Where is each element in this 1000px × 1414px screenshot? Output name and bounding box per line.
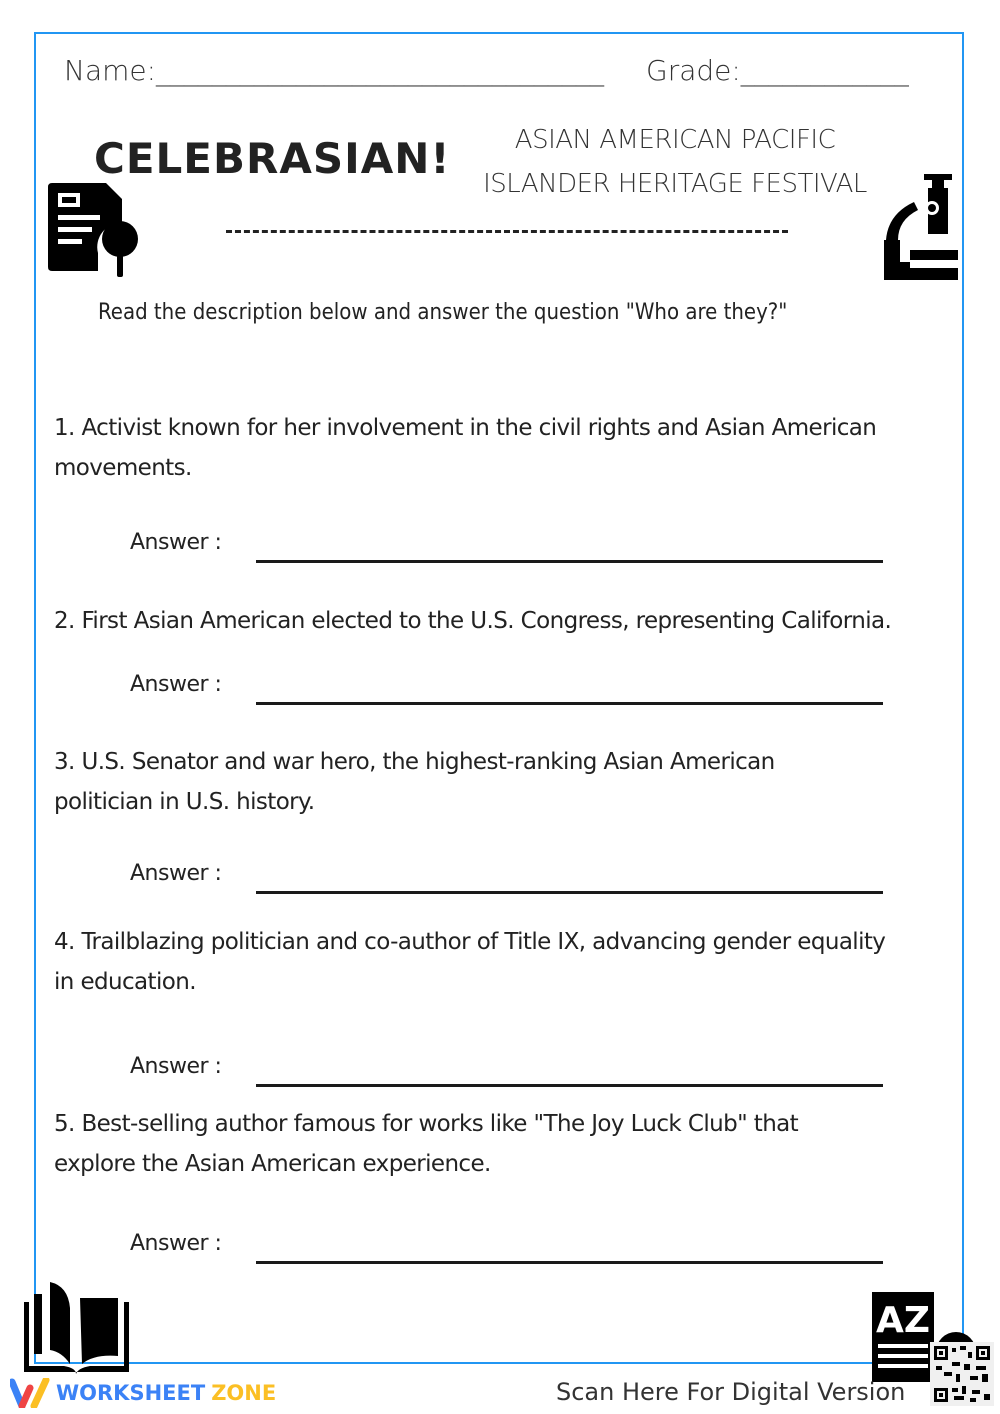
answer-label-1: Answer : — [130, 530, 222, 555]
question-1: 1. Activist known for her involvement in the civil rights and Asian American movements. — [54, 415, 877, 481]
answer-line-3[interactable] — [256, 891, 883, 894]
worksheet-zone-logo-icon — [10, 1378, 52, 1408]
open-book-icon — [24, 1280, 130, 1381]
microscope-icon — [884, 174, 960, 285]
brand-name-part-1: WORKSHEET — [56, 1381, 206, 1405]
question-5: 5. Best-selling author famous for works like "The Joy Luck Club" that explore the Asian American experience. — [54, 1111, 799, 1177]
answer-label-5: Answer : — [130, 1231, 222, 1256]
name-field-label: Name:________________________________ — [64, 54, 605, 87]
answer-line-4[interactable] — [256, 1084, 883, 1087]
grade-field-label: Grade:____________ — [646, 54, 909, 87]
qr-code[interactable] — [930, 1342, 994, 1406]
answer-line-1[interactable] — [256, 560, 883, 563]
answer-line-5[interactable] — [256, 1261, 883, 1264]
question-2: 2. First Asian American elected to the U.S. Congress, representing California. — [54, 608, 892, 634]
question-4: 4. Trailblazing politician and co-author of Title IX, advancing gender equality in education. — [54, 929, 886, 995]
answer-label-4: Answer : — [130, 1054, 222, 1079]
question-3: 3. U.S. Senator and war hero, the highest-ranking Asian American politician in U.S. history. — [54, 749, 775, 815]
title-divider — [226, 230, 788, 233]
instructions: Read the description below and answer the question "Who are they?" — [98, 300, 788, 325]
worksheet-subtitle — [470, 118, 880, 206]
worksheet-title: CELEBRASIAN! — [94, 134, 451, 183]
answer-line-2[interactable] — [256, 702, 883, 705]
svg-text:AZ: AZ — [876, 1300, 930, 1341]
answer-label-2: Answer : — [130, 672, 222, 697]
worksheet-zone-logo[interactable] — [10, 1378, 276, 1408]
answer-label-3: Answer : — [130, 861, 222, 886]
document-search-icon — [48, 183, 140, 284]
scan-instruction: Scan Here For Digital Version — [556, 1378, 906, 1406]
brand-name-part-2: ZONE — [211, 1381, 277, 1405]
subtitle-line-1: ASIAN AMERICAN PACIFIC — [514, 125, 836, 155]
subtitle-line-2: ISLANDER HERITAGE FESTIVAL — [483, 169, 867, 199]
